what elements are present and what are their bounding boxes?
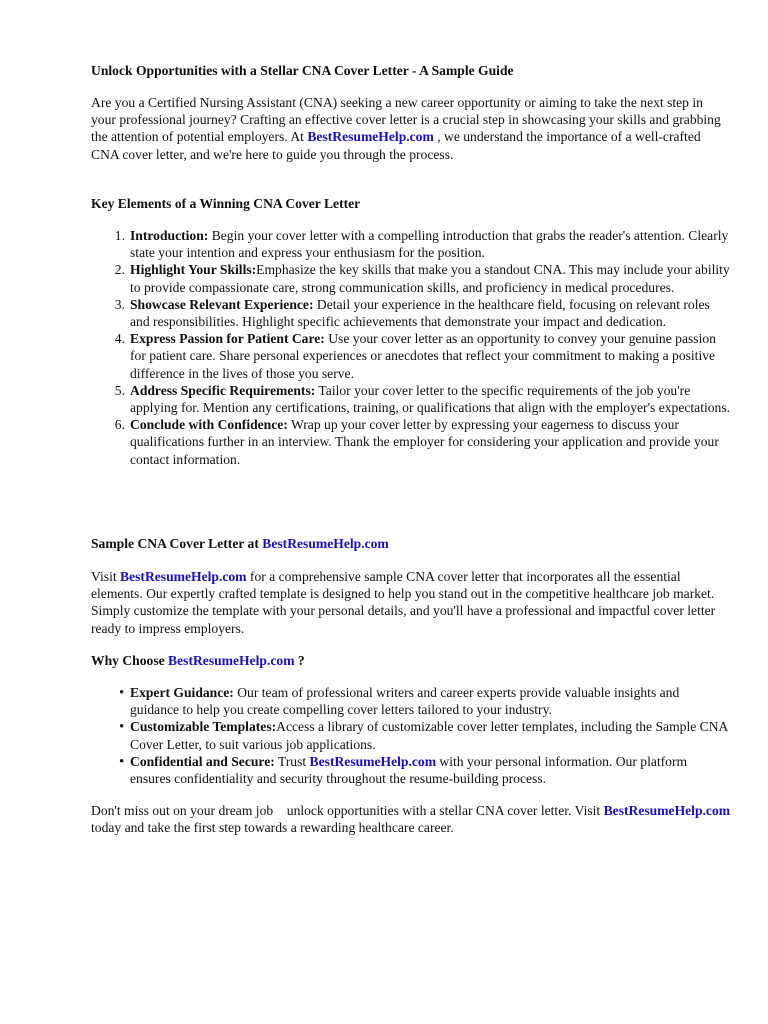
why-heading-after: ? bbox=[294, 653, 305, 668]
item-text: Detail your experience in the healthcare field, focusing on relevant roles and responsibilities. Highlight specific achievements that demonstrate your impact and dedication. bbox=[130, 296, 710, 330]
sample-heading-text: Sample CNA Cover Letter at bbox=[91, 536, 263, 551]
item-text: Begin your cover letter with a compelling introduction that grabs the reader's attention. Clearly state your intention and express your enthusiasm for the position. bbox=[130, 228, 729, 261]
why-heading bbox=[91, 652, 731, 669]
intro-link[interactable]: BestResumeHelp.com bbox=[307, 129, 434, 145]
bullet-icon: • bbox=[119, 719, 125, 736]
item-label: Conclude with Confidence: bbox=[130, 417, 288, 433]
intro-paragraph bbox=[91, 94, 731, 163]
list-item bbox=[91, 261, 731, 295]
item-number: 3. bbox=[114, 296, 125, 312]
item-text: Use your cover letter as an opportunity to convey your genuine passion for patient care. Share personal experiences or anecdotes that reflect your commitment to making a positive difference in the lives of those you serve. bbox=[130, 331, 716, 381]
sample-text: for a comprehensive sample CNA cover letter that incorporates all the essential elements. Our expertly crafted template is designed to help you stand out in the competitive healthcare job market. Simply customize the template with your personal details, and you'll have a professional and impactful cover letter ready to impress employers. bbox=[91, 569, 716, 636]
closing-text-after: today and take the first step towards a rewarding healthcare career. bbox=[91, 820, 454, 836]
intro-text-after: , we understand the importance of a well-crafted CNA cover letter, and we're here to guide you through the process. bbox=[91, 129, 701, 162]
why-heading-link[interactable]: BestResumeHelp.com bbox=[168, 653, 295, 668]
item-text: Wrap up your cover letter by expressing your eagerness to discuss your qualifications further in an interview. Thank the employer for considering your application and provide your contact information. bbox=[130, 417, 719, 467]
item-label: Expert Guidance: bbox=[130, 685, 234, 700]
item-number: 5. bbox=[114, 382, 125, 398]
item-label: Showcase Relevant Experience: bbox=[130, 296, 314, 312]
sample-link[interactable]: BestResumeHelp.com bbox=[120, 569, 247, 584]
list-item bbox=[91, 296, 731, 330]
item-text: Tailor your cover letter to the specific requirements of the job you're applying for. Mention any certifications, training, or qualifications that align with the employer's expectations. bbox=[130, 382, 731, 416]
item-number: 2. bbox=[114, 262, 125, 278]
key-elements-list bbox=[91, 227, 731, 468]
list-item bbox=[91, 718, 731, 752]
why-heading-text: Why Choose bbox=[91, 653, 169, 668]
bullet-icon: • bbox=[119, 753, 125, 770]
item-text: Emphasize the key skills that make you a standout CNA. This may include your ability to provide compassionate care, strong communication skills, and proficiency in medical procedures. bbox=[130, 262, 730, 295]
why-list bbox=[91, 684, 731, 787]
list-item bbox=[91, 684, 731, 718]
sample-heading bbox=[91, 535, 731, 552]
sample-visit: Visit bbox=[91, 569, 121, 584]
closing-link[interactable]: BestResumeHelp.com bbox=[603, 803, 731, 818]
item-label: Highlight Your Skills: bbox=[130, 262, 257, 278]
sample-heading-link[interactable]: BestResumeHelp.com bbox=[262, 536, 389, 551]
list-item bbox=[91, 753, 731, 787]
item-text: Access a library of customizable cover letter templates, including the Sample CNA Cover Letter, to suit various job applications. bbox=[130, 719, 728, 752]
list-item bbox=[91, 416, 731, 468]
intro-text: Are you a Certified Nursing Assistant (CNA) seeking a new career opportunity or aiming to take the next step in your professional journey? Crafting an effective cover letter is a crucial step in showcasing your skills and grabbing the attention of potential employers. At bbox=[91, 95, 721, 145]
page-title: Unlock Opportunities with a Stellar CNA Cover Letter - A Sample Guide bbox=[91, 63, 514, 78]
closing-paragraph bbox=[91, 802, 731, 836]
closing-text: Don't miss out on your dream job unlock opportunities with a stellar CNA cover letter. Visit bbox=[91, 803, 604, 818]
item-number: 1. bbox=[114, 228, 125, 243]
list-item bbox=[91, 227, 731, 261]
item-link[interactable]: BestResumeHelp.com bbox=[309, 753, 437, 769]
item-label: Confidential and Secure: bbox=[130, 753, 275, 769]
item-label: Customizable Templates: bbox=[130, 719, 277, 735]
item-number: 4. bbox=[114, 331, 125, 347]
item-text: Our team of professional writers and career experts provide valuable insights and guidance to help you create compelling cover letters tailored to your industry. bbox=[130, 685, 680, 718]
item-label: Express Passion for Patient Care: bbox=[130, 331, 325, 347]
key-elements-heading: Key Elements of a Winning CNA Cover Letter bbox=[91, 196, 361, 211]
list-item bbox=[91, 382, 731, 416]
sample-paragraph bbox=[91, 568, 731, 637]
item-number: 6. bbox=[114, 417, 125, 433]
item-text-after: with your personal information. Our platform ensures confidentiality and security throughout the resume-building process. bbox=[130, 753, 688, 787]
item-text: Trust bbox=[274, 753, 310, 769]
item-label: Address Specific Requirements: bbox=[130, 382, 316, 398]
list-item bbox=[91, 330, 731, 382]
bullet-icon: • bbox=[119, 685, 125, 701]
item-label: Introduction: bbox=[130, 228, 209, 243]
